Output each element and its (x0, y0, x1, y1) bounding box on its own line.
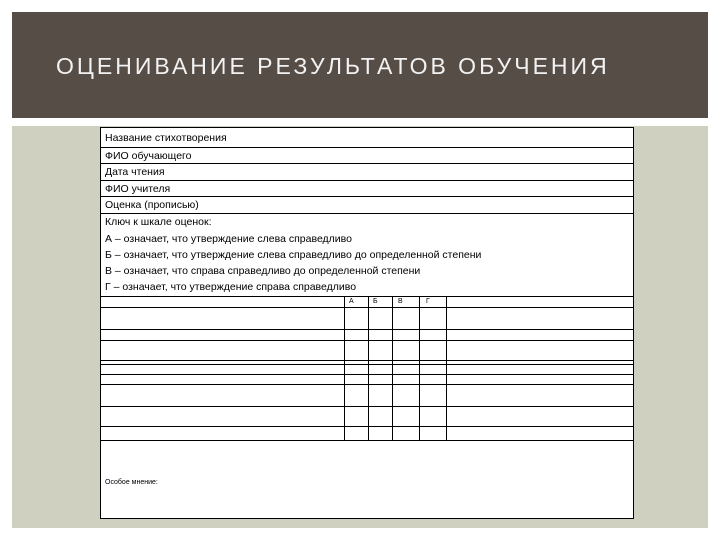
field-label-teacher-name: ФИО учителя (105, 183, 171, 195)
grid-row-line (101, 329, 633, 330)
grid-row-line (101, 440, 633, 441)
field-row-poem-title (101, 128, 633, 148)
slide-title: ОЦЕНИВАНИЕ РЕЗУЛЬТАТОВ ОБУЧЕНИЯ (56, 53, 610, 79)
special-opinion-label: Особое мнение: (105, 479, 158, 486)
column-header-b: Б (373, 298, 378, 305)
slide-header (12, 12, 708, 118)
field-label-reading-date: Дата чтения (105, 166, 165, 178)
field-row-reading-date (101, 164, 633, 181)
scale-key-line-b: Б – означает, что утверждение слева справедливо до определенной степени (105, 249, 482, 261)
scale-key-title: Ключ к шкале оценок: (105, 216, 212, 228)
scale-key-line-g: Г – означает, что утверждение справа справедливо (105, 281, 357, 293)
grid-row-line (101, 340, 633, 341)
field-label-grade: Оценка (прописью) (105, 199, 199, 211)
grid-row-line (101, 364, 633, 365)
column-header-v: В (398, 298, 403, 305)
grid-row-line (101, 384, 633, 385)
grid-row-line (101, 360, 633, 361)
grid-divider (344, 297, 345, 440)
grid-row-line (101, 426, 633, 427)
assessment-form (100, 127, 634, 519)
grid-divider (419, 297, 420, 440)
field-label-poem-title: Название стихотворения (105, 132, 227, 144)
grid-divider (368, 297, 369, 440)
field-row-teacher-name (101, 181, 633, 197)
scale-key-line-a: А – означает, что утверждение слева справедливо (105, 233, 352, 245)
grid-divider (392, 297, 393, 440)
grid-row-line (101, 406, 633, 407)
field-row-student-name (101, 148, 633, 164)
scale-key-line-v: В – означает, что справа справедливо до определенной степени (105, 265, 421, 277)
grid-row-line (101, 374, 633, 375)
column-header-a: А (349, 298, 354, 305)
field-label-student-name: ФИО обучающего (105, 150, 192, 162)
field-row-grade (101, 197, 633, 214)
scale-key (101, 214, 633, 297)
grid-divider (446, 297, 447, 440)
grid-row-line (101, 307, 633, 308)
column-header-g: Г (426, 298, 430, 305)
